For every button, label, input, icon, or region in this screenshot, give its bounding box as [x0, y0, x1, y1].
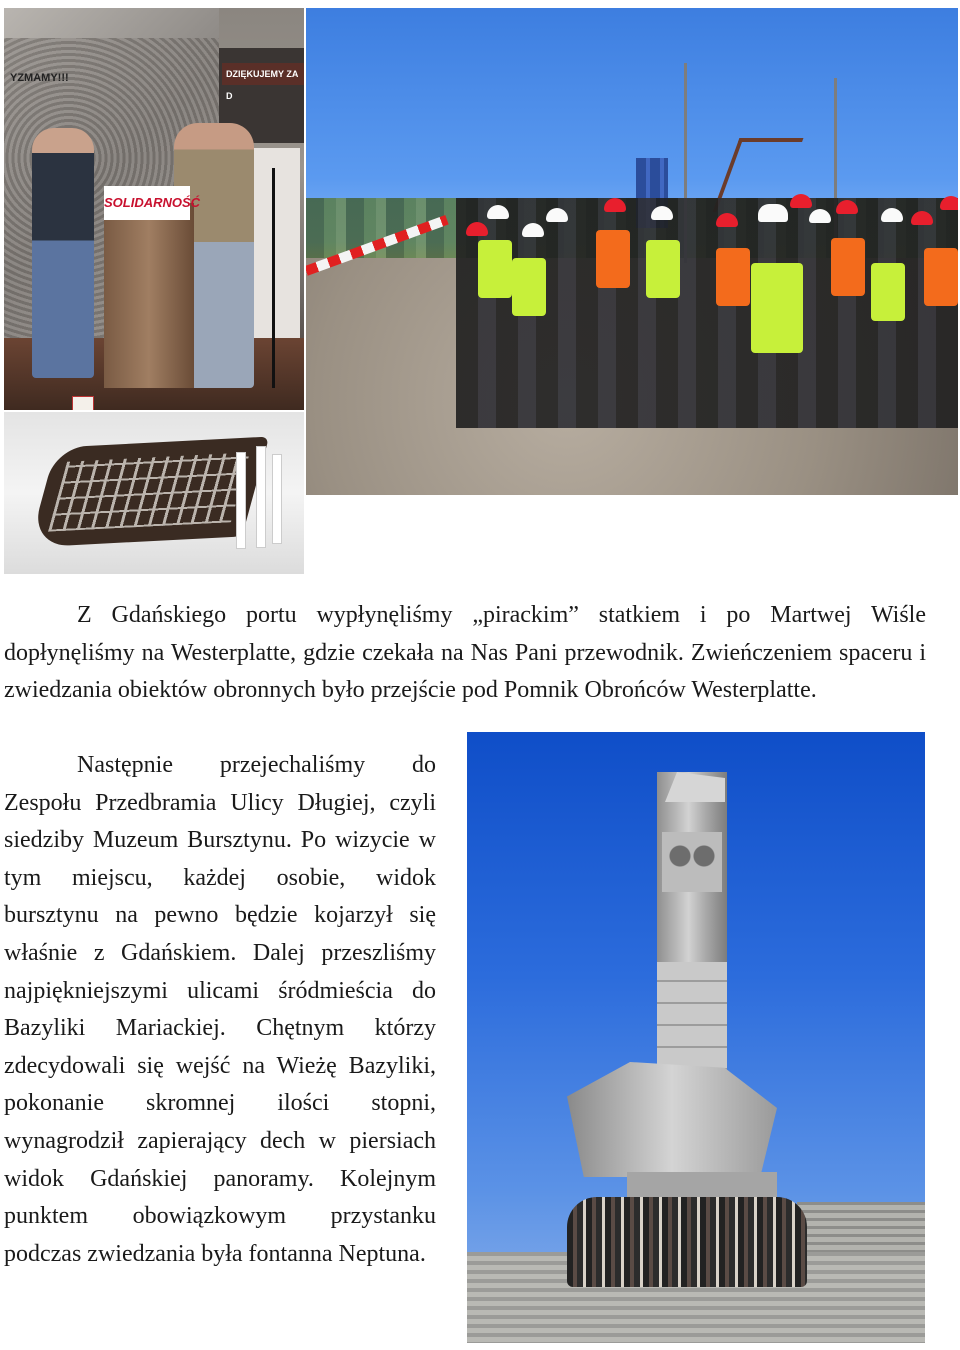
photo-conference	[4, 8, 304, 410]
hard-hat	[758, 204, 788, 222]
monument-wings	[567, 1062, 777, 1177]
microphone-stand	[272, 168, 275, 388]
hi-vis-vest	[596, 230, 630, 288]
conference-woman-figure	[32, 128, 94, 378]
model-white-tower	[256, 446, 266, 548]
no-entry-sign-icon	[72, 396, 94, 410]
photo-westerplatte-monument	[467, 732, 925, 1343]
hard-hat	[940, 196, 958, 210]
monument-visitor-group	[567, 1197, 807, 1287]
hi-vis-vest	[924, 248, 958, 306]
model-white-tower	[236, 452, 246, 549]
hi-vis-vest	[512, 258, 546, 316]
hi-vis-vest	[831, 238, 865, 296]
hi-vis-vest	[871, 263, 905, 321]
photo-architectural-model	[4, 412, 304, 574]
hi-vis-vest	[646, 240, 680, 298]
monument-relief-figures	[662, 832, 722, 892]
hi-vis-vest	[478, 240, 512, 298]
conference-banner-text: DZIĘKUJEMY ZA D	[222, 63, 304, 85]
podium-solidarnosc-sign: SOLIDARNOŚĆ	[104, 186, 190, 220]
model-building-windows	[48, 452, 250, 531]
conference-podium	[104, 203, 194, 388]
hi-vis-vest	[751, 263, 803, 353]
model-white-tower	[272, 454, 282, 544]
photo-construction-site	[306, 8, 958, 495]
hard-hat	[790, 194, 812, 208]
article-paragraph-1: Z Gdańskiego portu wypłynęliśmy „pirackim” statkiem i po Martwej Wiśle dopłynęliśmy na Westerplatte, gdzie czekała na Nas Pani przewodnik. Zwieńczeniem spaceru i zwiedzania obiektów obronnych było przejście pod Pomnik Obrońców Westerplatte.	[4, 602, 926, 704]
hi-vis-vest	[716, 248, 750, 306]
article-paragraph-2: Następnie przejechaliśmy do Zespołu Przedbramia Ulicy Długiej, czyli siedziby Muzeum Bursztynu. Po wizycie w tym miejscu, każdej osobie, widok bursztynu na pewno będzie kojarzył się właśnie z Gdańskiem. Dalej przeszliśmy najpiękniejszymi ulicami śródmieścia do Bazyliki Mariackiej. Chętnym którzy zdecydowali się wejść na Wieżę Bazyliki, pokonanie skromnej ilości stopni, wynagrodził zapierający dech w piersiach widok Gdańskiej panoramy. Kolejnym punktem obowiązkowym przystanku podczas zwiedzania była fontanna Neptuna.	[4, 752, 436, 1267]
conference-wall-text: YZMAMY!!!	[10, 72, 69, 84]
